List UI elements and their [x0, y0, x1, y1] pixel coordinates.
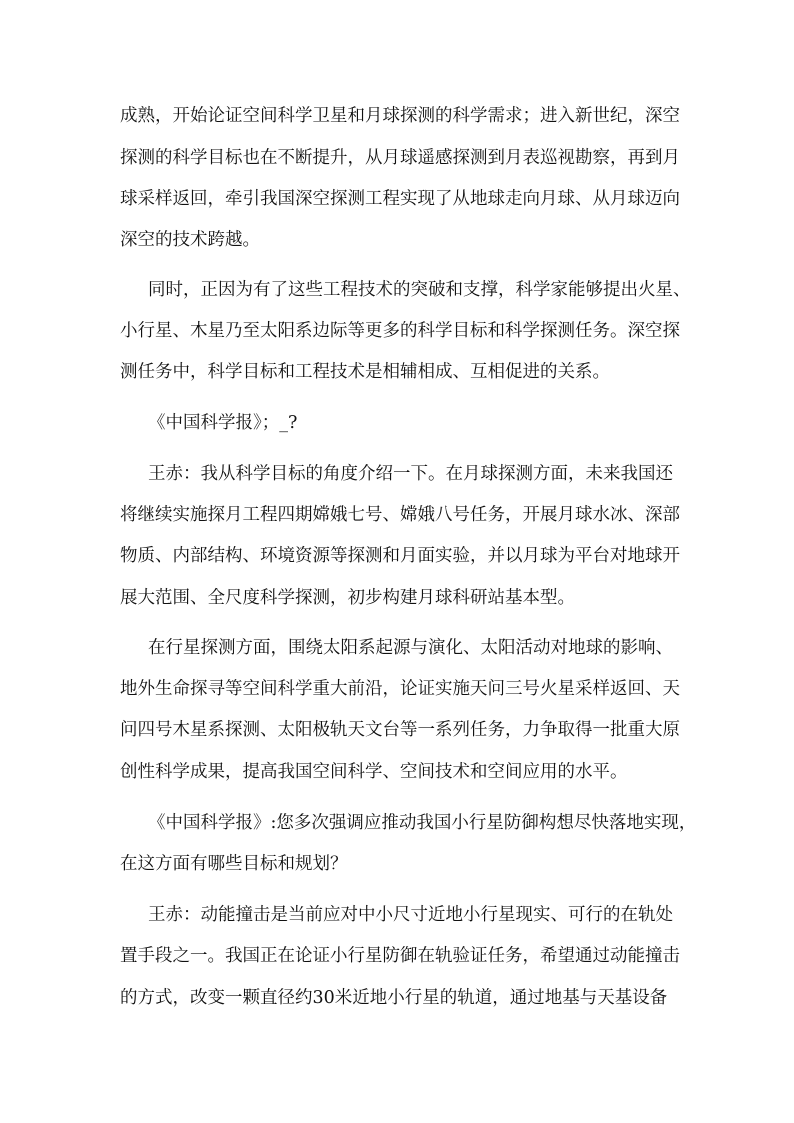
text-line: 《中国科学报》:您多次强调应推动我国小行星防御构想尽快落地实现，	[148, 813, 697, 833]
text-line: 测任务中，科学目标和工程技术是相辅相成、互相促进的关系。	[120, 362, 610, 382]
text-line: 《中国科学报》；_?	[148, 413, 298, 433]
text-line: 地外生命探寻等空间科学重大前沿，论证实施天问三号火星采样返回、天	[120, 679, 680, 699]
text-line: 的方式，改变一颗直径约30米近地小行星的轨道，通过地基与天基设备	[120, 988, 668, 1008]
text-line: 探测的科学目标也在不断提升，从月球遥感探测到月表巡视勘察，再到月	[120, 148, 680, 168]
text-line: 展大范围、全尺度科学探测，初步构建月球科研站基本型。	[120, 588, 575, 608]
text-line: 在行星探测方面，围绕太阳系起源与演化、太阳活动对地球的影响、	[148, 638, 673, 658]
text-line: 物质、内部结构、环境资源等探测和月面实验，并以月球为平台对地球开	[120, 546, 680, 566]
text-line: 同时，正因为有了这些工程技术的突破和支撑，科学家能够提出火星、	[148, 280, 691, 300]
text-line: 置手段之一。我国正在论证小行星防御在轨验证任务，希望通过动能撞击	[120, 946, 680, 966]
text-line: 球采样返回，牵引我国深空探测工程实现了从地球走向月球、从月球迈向	[120, 189, 680, 209]
text-line: 王赤：动能撞击是当前应对中小尺寸近地小行星现实、可行的在轨处	[148, 905, 673, 925]
text-line: 小行星、木星乃至太阳系边际等更多的科学目标和科学探测任务。深空探	[120, 321, 680, 341]
text-line: 成熟，开始论证空间科学卫星和月球探测的科学需求；进入新世纪，深空	[120, 106, 680, 126]
text-line: 深空的技术跨越。	[120, 230, 260, 250]
text-line: 将继续实施探月工程四期嫦娥七号、嫦娥八号任务，开展月球水冰、深部	[120, 505, 680, 525]
text-line: 创性科学成果，提高我国空间科学、空间技术和空间应用的水平。	[120, 762, 628, 782]
text-line: 在这方面有哪些目标和规划？	[120, 854, 348, 874]
text-line: 问四号木星系探测、太阳极轨天文台等一系列任务，力争取得一批重大原	[120, 720, 680, 740]
text-line: 王赤：我从科学目标的角度介绍一下。在月球探测方面，未来我国还	[148, 464, 673, 484]
